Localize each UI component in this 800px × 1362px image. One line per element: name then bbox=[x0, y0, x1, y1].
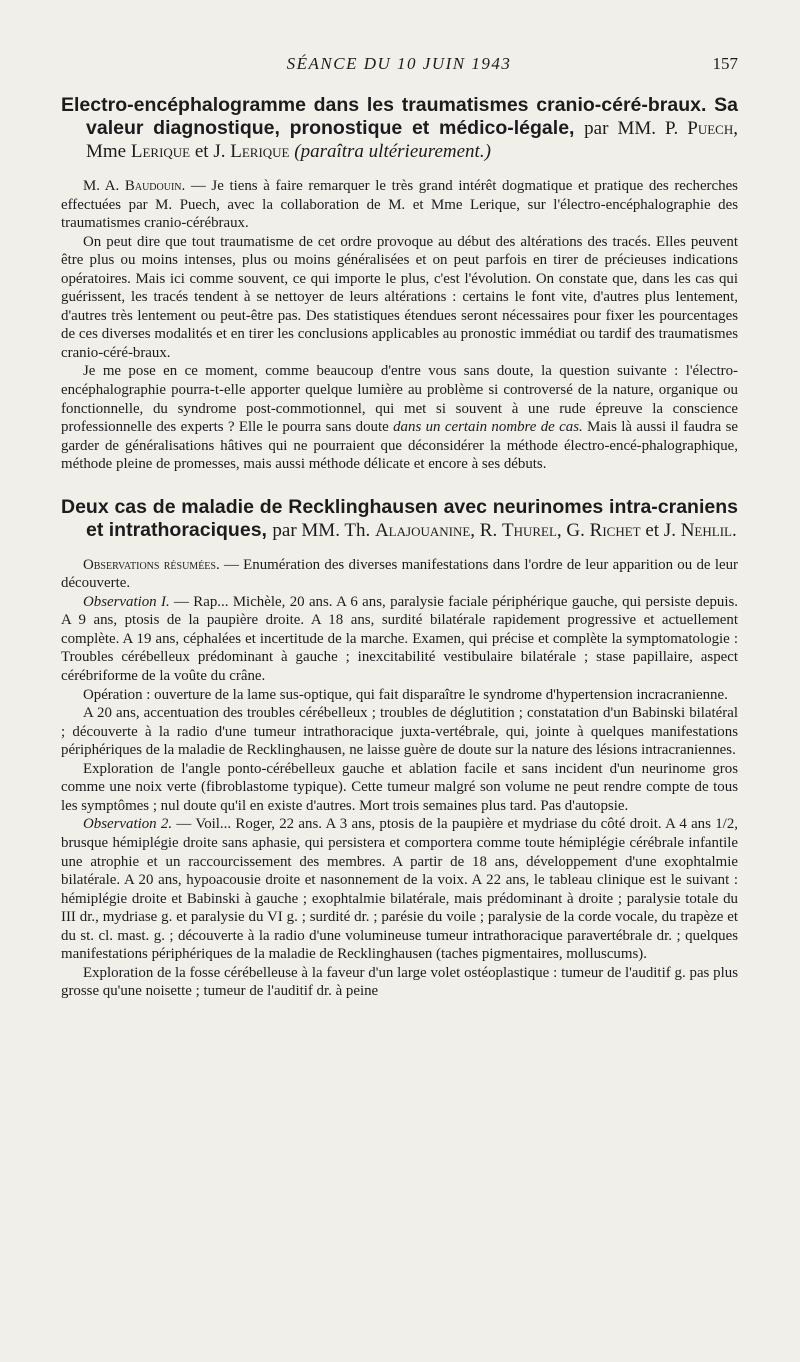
article2-authors-and: et J. bbox=[645, 519, 676, 541]
observation-1-operation: Opération : ouverture de la lame sus-optique, qui fait disparaître le syndrome d'hypertension incracranienne. bbox=[83, 686, 728, 703]
observations-intro-text: — Enumération des diverses manifestations dans l'ordre de leur apparition ou de leur découverte. bbox=[61, 556, 738, 592]
article1-authors-and: et J. bbox=[194, 141, 226, 162]
running-head-title: SÉANCE DU 10 JUIN 1943 bbox=[286, 54, 512, 73]
observation-1-exploration: Exploration de l'angle ponto-cérébelleux gauche et ablation facile et sans incident d'un neurinome gros comme une noix verte (fibroblastome typique). Cette tumeur malgré son volume ne peut rendre compte de tous les symptômes ; nul doute qu'il en existe d'autres. Mort trois semaines plus tard. Pas d'autopsie. bbox=[61, 760, 738, 814]
observation-2-lead: Observation 2. bbox=[83, 816, 173, 833]
discussion-text-3a: Je me pose en ce moment, comme beaucoup d'entre vous sans doute, la question suivante : l'électro-encéphalographie pourra-t-elle apporter quelque lumière au problème si controversé de la nature, organique ou fonctionnelle, du syndrome post-commotionnel, qui met si souvent à une rude épreuve la conscience professionnelle des experts ? Elle le pourra sans doute bbox=[61, 363, 738, 436]
observations-intro bbox=[61, 556, 738, 593]
discussion-text-1: — Je tiens à faire remarquer le très grand intérêt dogmatique et pratique des recherches effectuées par M. Puech, avec la collaboration de M. et Mme Lerique, sur l'électro-encéphalographie des traumatismes cranio-cérébraux. bbox=[61, 178, 738, 232]
article1-author2: Lerique bbox=[130, 141, 191, 162]
discussion-paragraph-3 bbox=[61, 362, 738, 473]
discussion-paragraph-2: On peut dire que tout traumatisme de cet ordre provoque au début des altérations des tracés. Elles peuvent être plus ou moins intenses, plus ou moins généralisées et on peut parfois en tirer de précieuses indications opératoires. Mais ici comme souvent, ce qui importe le plus, c'est l'évolution. On constate que, dans les cas qui guérissent, les tracés tendent à se nettoyer de leurs altérations : certains le font vite, d'autres plus lentement, d'autres très lentement ou peut-être pas. Des statistiques étendues seront nécessaires pour fixer les pourcentages de ces diverses modalités et en tirer les conclusions applicables au pronostic immédiat ou tardif des traumatismes cranio-céré-braux. bbox=[61, 233, 738, 361]
observation-1-text: — Rap... Michèle, 20 ans. A 6 ans, paralysie faciale périphérique gauche, qui persiste depuis. A 9 ans, ptosis de la paupière droite. A 18 ans, surdité bilatérale rapidement progressive et actuellement complète. A 19 ans, céphalées et incertitude de la marche. Examen, qui précise et complète la symptomatologie : Troubles cérébelleux prédominant à gauche ; inexcitabilité vestibulaire bilatérale ; stase papillaire, aspect cérébriforme de la voûte du crâne. bbox=[61, 593, 738, 685]
observation-2-text: — Voil... Roger, 22 ans. A 3 ans, ptosis de la paupière et mydriase du côté droit. A 4 ans 1/2, brusque hémiplégie droite sans aphasie, qui persistera et comportera comme toute hémiplégie cérébrale infantile une atrophie et un raccourcissement des membres. A partir de 18 ans, développement d'une exophtalmie bilatérale. A 20 ans, hypoacousie droite et nasonnement de la voix. A 22 ans, le tableau clinique est le suivant : hémiplégie droite et Babinski à gauche ; exophtalmie bilatérale, mais prédominant à droite ; paralysie totale du III dr., mydriase g. et paralysie du VI g. ; surdité dr. ; parésie du voile ; paralysie de la corde vocale, du trapèze et du st. cl. mast. g. ; découverte à la radio d'une volumineuse tumeur intrathoracique paravertébrale dr. ; quelques manifestations périphériques de la maladie de Recklinghausen (taches pigmentaires, molluscums). bbox=[61, 816, 738, 963]
article1-title: Electro-encéphalogramme dans les traumatismes cranio-céré-braux. Sa valeur diagnostique, pronostique et médico-légale, bbox=[61, 94, 738, 139]
discussion-paragraph-1 bbox=[61, 177, 738, 233]
running-head bbox=[60, 54, 738, 80]
article2-heading bbox=[61, 496, 738, 542]
discussion-text-3-italic: dans un certain nombre de cas. bbox=[393, 419, 583, 436]
page-content bbox=[61, 94, 738, 1001]
observation-1 bbox=[61, 593, 738, 686]
observation-1-age-20: A 20 ans, accentuation des troubles cérébelleux ; troubles de déglutition ; constatation d'un Babinski bilatéral ; découverte à la radio d'une tumeur intrathoracique juxta-vertébrale, qui, jointe à quelques manifestations périphériques de la maladie de Recklinghausen, ne laisse guère de doute sur la nature des lésions intracraniennes. bbox=[61, 705, 738, 759]
article1-authors-mid: , Mme bbox=[86, 118, 738, 162]
observation-2 bbox=[61, 815, 738, 963]
observations-lead: Observations résumées. bbox=[83, 556, 220, 573]
article1-note: (paraîtra ultérieurement.) bbox=[294, 141, 491, 162]
article2-title: Deux cas de maladie de Recklinghausen avec neurinomes intra-craniens et intrathoraciques, bbox=[61, 495, 738, 541]
observation-2-exploration: Exploration de la fosse cérébelleuse à la faveur d'un large volet ostéoplastique : tumeur de l'auditif g. pas plus grosse qu'une noisette ; tumeur de l'auditif dr. à peine bbox=[61, 964, 738, 1000]
page-number: 157 bbox=[712, 54, 738, 73]
article2-authors-mid2: , G. bbox=[556, 519, 585, 541]
article1-author3: Lerique bbox=[230, 141, 290, 162]
article2-authors-mid: , R. bbox=[470, 519, 498, 541]
article2-author2: Thurel bbox=[501, 519, 557, 541]
article2-authors-prefix: par MM. Th. bbox=[272, 519, 371, 541]
discussion-text-3b: Mais là aussi il faudra se garder de généralisations hâtives qui ne pourraient que déconsidérer la méthode électro-encé-phalographique, méthode pleine de promesses, mais aussi méthode délicate et encore à ses débuts. bbox=[61, 419, 738, 473]
article2-author4: Nehlil. bbox=[680, 519, 737, 541]
discussion-speaker: M. A. Baudouin. bbox=[83, 178, 186, 194]
article1-author1: Puech bbox=[687, 118, 734, 139]
article2-author3: Richet bbox=[589, 519, 641, 541]
observation-1-lead: Observation I. bbox=[83, 593, 170, 610]
article1-authors-prefix: par MM. P. bbox=[584, 118, 679, 139]
article1-heading bbox=[61, 94, 738, 163]
article2-author1: Alajouanine bbox=[374, 519, 471, 541]
article2-authors bbox=[272, 520, 736, 541]
